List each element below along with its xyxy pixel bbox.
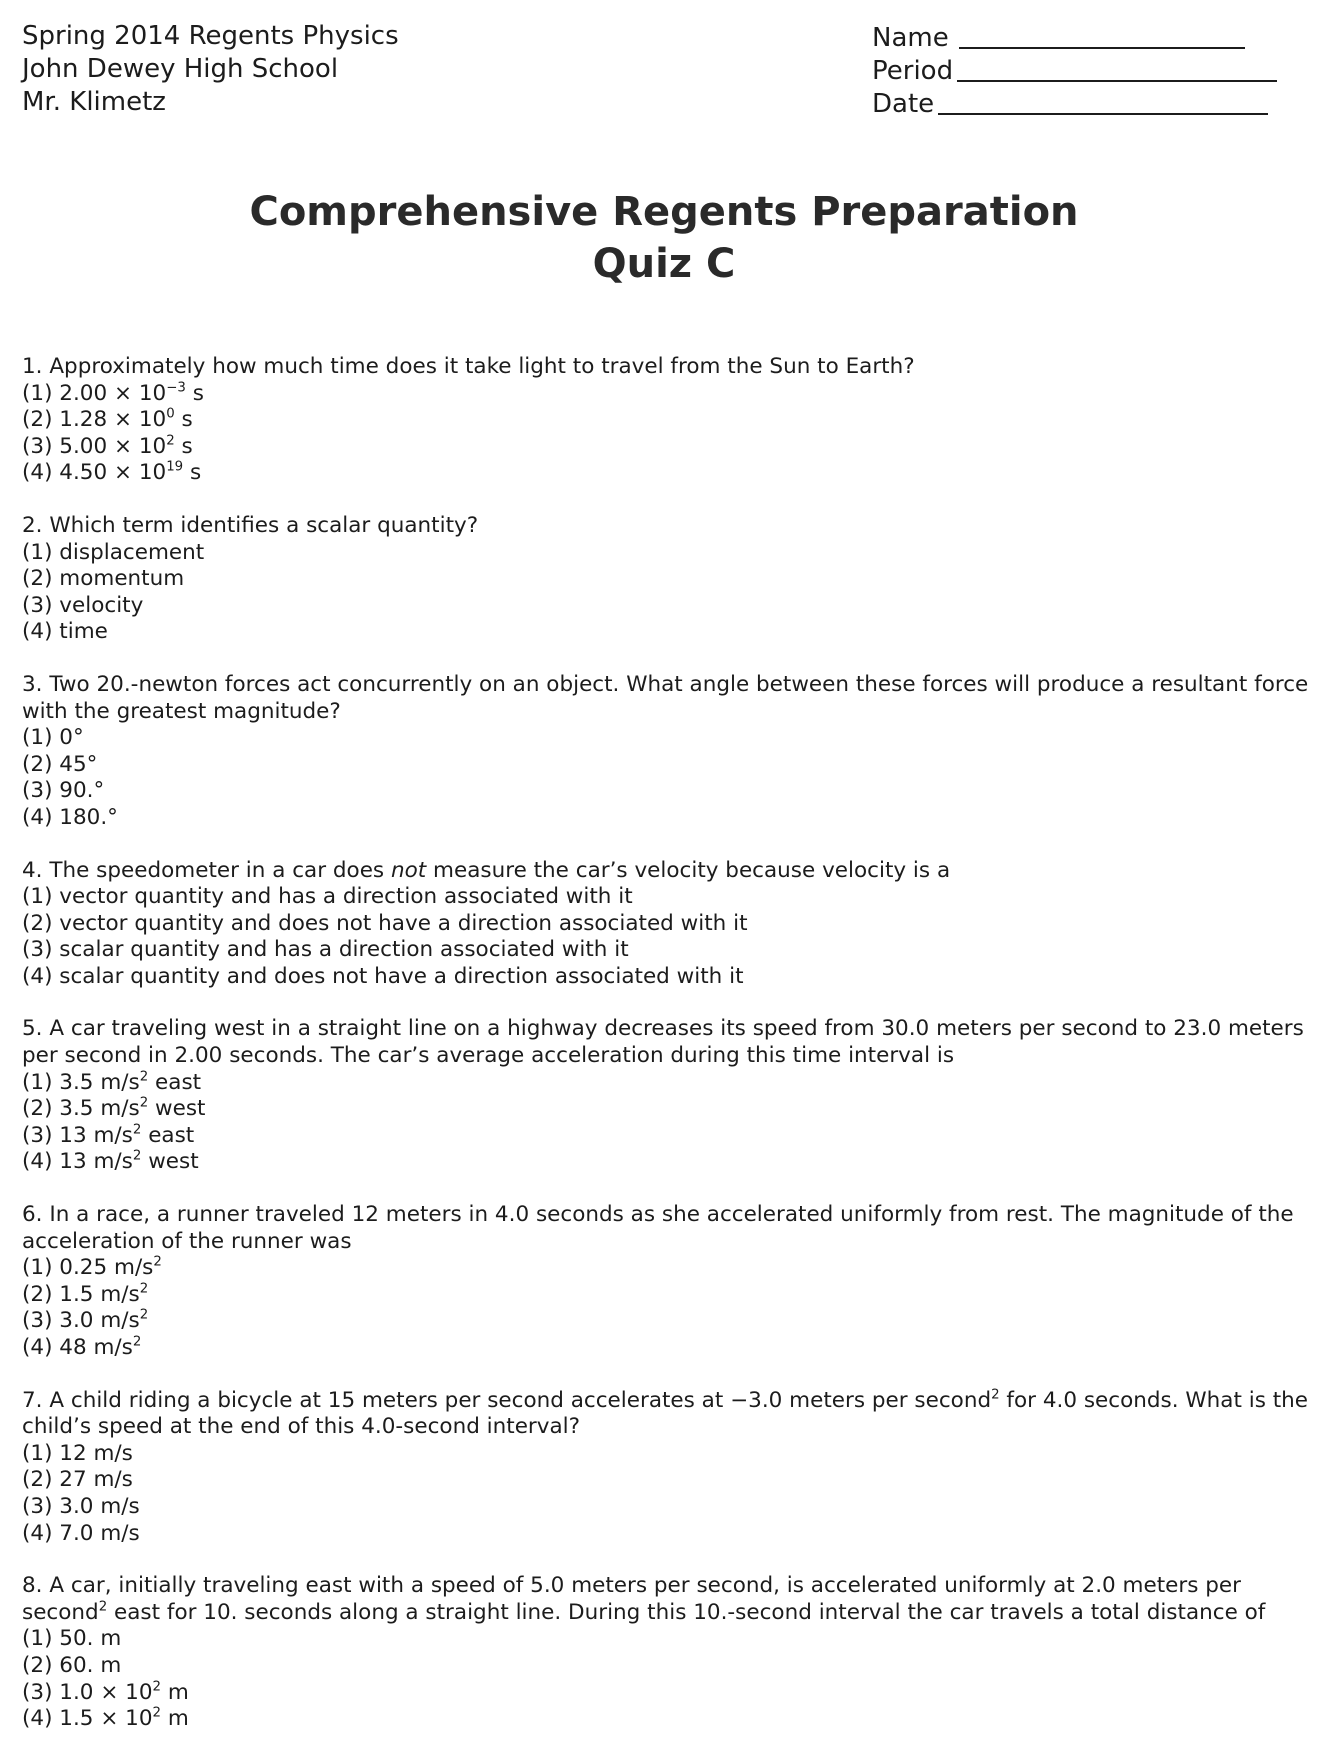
answer-option-2: (2) 27 m/s (22, 1467, 133, 1493)
stem-text: measure the car’s velocity because velocity is a (426, 857, 951, 883)
course-header (22, 20, 399, 119)
option-unit: east (148, 1069, 202, 1095)
question-2 (22, 513, 1312, 646)
stem-text: 4. The speedometer in a car does (22, 857, 391, 883)
question-4 (22, 858, 1312, 991)
option-unit: east (141, 1122, 195, 1148)
option-text: (4) 13 m/s (22, 1149, 133, 1175)
answer-option-3: (3) 90.° (22, 778, 105, 804)
option-unit: west (141, 1149, 199, 1175)
option-text: (3) 1.0 × 10 (22, 1679, 153, 1705)
answer-option-2 (22, 1096, 1312, 1123)
name-label: Name (872, 23, 949, 53)
date-label: Date (872, 89, 935, 119)
question-stem: 6. In a race, a runner traveled 12 meters in 4.0 seconds as she accelerated uniformly from rest. The magnitude of the acceleration of the runner was (22, 1202, 1294, 1254)
option-exponent: 2 (139, 1307, 149, 1323)
stem-text: 7. A child riding a bicycle at 15 meters per second accelerates at −3.0 meters per second (22, 1387, 992, 1413)
stem-text: 8. A car, initially traveling east with a speed of 5.0 meters per second, is accelerated uniformly at 2.0 meters per second (22, 1573, 1241, 1625)
answer-option-3 (22, 434, 1312, 461)
answer-option-1: (1) 50. m (22, 1626, 122, 1652)
question-1 (22, 354, 1312, 487)
option-exponent: 2 (132, 1334, 142, 1350)
option-text: (1) 0.25 m/s (22, 1255, 154, 1281)
answer-option-2 (22, 407, 1312, 434)
answer-option-1 (22, 381, 1312, 408)
answer-option-3: (3) scalar quantity and has a direction associated with it (22, 937, 629, 963)
name-field (872, 22, 1277, 55)
option-exponent: 19 (166, 459, 184, 475)
question-stem: 2. Which term identifies a scalar quantity? (22, 512, 479, 538)
question-list (22, 354, 1312, 1759)
answer-option-1: (1) 0° (22, 725, 84, 751)
option-text: (4) 4.50 × 10 (22, 460, 167, 486)
answer-option-1: (1) vector quantity and has a direction associated with it (22, 884, 633, 910)
option-text: (4) 1.5 × 10 (22, 1706, 153, 1732)
question-stem (22, 1388, 1312, 1441)
option-exponent: 0 (166, 406, 175, 422)
answer-option-1 (22, 1070, 1312, 1097)
answer-option-1 (22, 1255, 1312, 1282)
school-name: John Dewey High School (22, 54, 339, 84)
option-unit: west (148, 1096, 206, 1122)
answer-option-2: (2) momentum (22, 566, 185, 592)
option-exponent: 2 (139, 1281, 149, 1297)
course-title: Spring 2014 Regents Physics (22, 21, 399, 51)
option-text: (1) 2.00 × 10 (22, 380, 167, 406)
option-unit: m (161, 1706, 189, 1732)
option-exponent: 2 (139, 1095, 149, 1111)
option-exponent: 2 (132, 1122, 142, 1138)
option-exponent: −3 (166, 379, 186, 395)
option-exponent: 2 (132, 1148, 142, 1164)
question-stem (22, 1573, 1312, 1626)
option-unit: s (174, 433, 193, 459)
answer-option-4: (4) scalar quantity and does not have a direction associated with it (22, 963, 744, 989)
student-info-fields (872, 22, 1277, 121)
question-5 (22, 1016, 1312, 1176)
option-exponent: 2 (152, 1705, 162, 1721)
question-stem: 1. Approximately how much time does it take light to travel from the Sun to Earth? (22, 354, 915, 379)
answer-option-4 (22, 1149, 1312, 1176)
answer-option-3 (22, 1680, 1312, 1707)
option-unit: s (183, 460, 202, 486)
answer-option-4: (4) 7.0 m/s (22, 1520, 140, 1546)
option-exponent: 2 (166, 433, 175, 449)
option-unit: s (185, 380, 204, 406)
option-text: (3) 13 m/s (22, 1122, 133, 1148)
stem-emphasis: not (390, 857, 427, 883)
answer-option-2: (2) 45° (22, 751, 98, 777)
answer-option-3 (22, 1308, 1312, 1335)
answer-option-2: (2) vector quantity and does not have a direction associated with it (22, 910, 748, 936)
answer-option-3 (22, 1123, 1312, 1150)
quiz-title-line1: Comprehensive Regents Preparation (249, 189, 1079, 235)
date-field (872, 88, 1277, 121)
option-text: (4) 48 m/s (22, 1335, 133, 1360)
question-stem (22, 858, 1312, 885)
answer-option-1: (1) 12 m/s (22, 1440, 133, 1466)
option-text: (2) 1.5 m/s (22, 1281, 140, 1307)
answer-option-2: (2) 60. m (22, 1652, 122, 1678)
period-label: Period (872, 56, 954, 86)
option-exponent: 2 (152, 1678, 162, 1694)
stem-text: for 4.0 seconds. What is the child’s speed at the end of this 4.0-second interval? (22, 1387, 1309, 1440)
answer-option-4 (22, 1706, 1312, 1733)
stem-text: east for 10. seconds along a straight line. During this 10.-second interval the car travels a total distance of (107, 1599, 1266, 1625)
option-text: (3) 5.00 × 10 (22, 433, 167, 459)
option-exponent: 2 (153, 1254, 162, 1270)
stem-superscript: 2 (98, 1599, 108, 1615)
option-unit: m (161, 1679, 189, 1705)
answer-option-4: (4) time (22, 619, 108, 645)
question-stem: 5. A car traveling west in a straight line on a highway decreases its speed from 30.0 meters per second to 23.0 meters per second in 2.00 seconds. The car’s average acceleration during this time interval is (22, 1016, 1304, 1069)
answer-option-4: (4) 180.° (22, 804, 118, 830)
question-8 (22, 1573, 1312, 1733)
option-unit: s (174, 407, 193, 433)
stem-superscript: 2 (991, 1386, 1000, 1402)
period-blank-line[interactable] (957, 58, 1277, 82)
period-field (872, 55, 1277, 88)
name-blank-line[interactable] (959, 25, 1245, 49)
quiz-title-line2: Quiz C (592, 241, 736, 287)
question-6 (22, 1202, 1312, 1362)
answer-option-3: (3) velocity (22, 592, 144, 618)
answer-option-4 (22, 1335, 1312, 1362)
option-text: (2) 1.28 × 10 (22, 407, 167, 433)
question-stem: 3. Two 20.-newton forces act concurrently on an object. What angle between these forces will produce a resultant force with the greatest magnitude? (22, 671, 1309, 724)
question-7 (22, 1388, 1312, 1548)
teacher-name: Mr. Klimetz (22, 87, 166, 117)
answer-option-3: (3) 3.0 m/s (22, 1493, 140, 1519)
option-text: (1) 3.5 m/s (22, 1069, 140, 1095)
date-blank-line[interactable] (938, 91, 1268, 115)
option-text: (3) 3.0 m/s (22, 1308, 140, 1334)
question-3 (22, 672, 1312, 832)
answer-option-4 (22, 460, 1312, 487)
answer-option-1: (1) displacement (22, 539, 205, 565)
answer-option-2 (22, 1282, 1312, 1309)
option-text: (2) 3.5 m/s (22, 1096, 140, 1122)
option-exponent: 2 (139, 1069, 149, 1084)
quiz-title (0, 186, 1328, 290)
